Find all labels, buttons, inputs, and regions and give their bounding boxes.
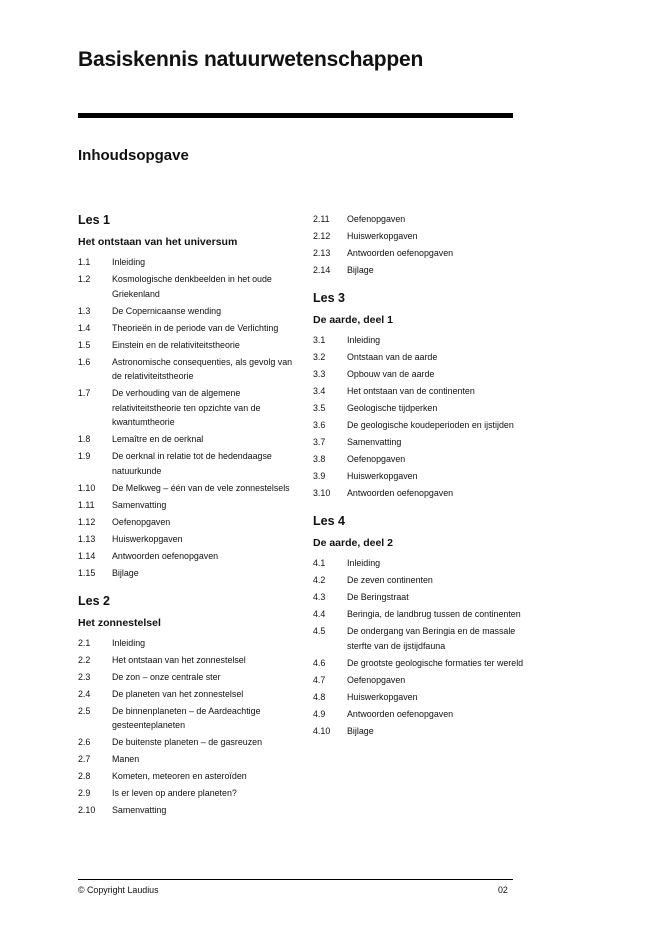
- toc-entry[interactable]: [313, 486, 533, 501]
- toc-entry-number: 3.10: [313, 488, 331, 498]
- toc-entry-label: De zon – onze centrale ster: [112, 671, 221, 682]
- toc-entry-label: Huiswerkopgaven: [347, 691, 418, 702]
- toc-column-left: [78, 212, 298, 820]
- toc-entry-label: Huiswerkopgaven: [347, 471, 418, 481]
- toc-entry[interactable]: [78, 803, 298, 818]
- toc-entry-label: De Beringstraat: [347, 592, 409, 602]
- toc-entry-number: 1.4: [78, 322, 91, 333]
- toc-entry-label: Oefenopgaven: [112, 516, 171, 527]
- toc-entry[interactable]: [313, 350, 533, 365]
- toc-entry-number: 2.11: [313, 214, 330, 224]
- toc-entry-label: Inleiding: [347, 558, 381, 568]
- footer-page-number: 02: [498, 885, 508, 895]
- toc-entry-number: 2.7: [78, 754, 91, 764]
- toc-entry-number: 2.2: [78, 654, 91, 665]
- toc-entry-number: 4.1: [313, 558, 326, 568]
- toc-entry[interactable]: [313, 435, 533, 450]
- toc-entry[interactable]: [78, 255, 298, 270]
- toc-entry-number: 2.5: [78, 705, 91, 716]
- toc-entry[interactable]: [78, 515, 298, 530]
- toc-entry[interactable]: [313, 401, 533, 416]
- toc-entry[interactable]: [313, 573, 533, 588]
- toc-entry-number: 3.3: [313, 369, 326, 379]
- toc-entry[interactable]: [313, 367, 533, 382]
- toc-entry-label: De ondergang van Beringia en de massale sterfte van de ijstijdfauna: [347, 626, 516, 651]
- toc-entry-number: 4.3: [313, 592, 326, 602]
- toc-entry-label: De zeven continenten: [347, 575, 433, 585]
- toc-entry-label: Is er leven op andere planeten?: [112, 788, 237, 798]
- toc-entry-number: 3.9: [313, 471, 326, 481]
- toc-entry-label: Samenvatting: [112, 499, 167, 510]
- toc-entry-number: 1.13: [78, 533, 96, 544]
- toc-entry-label: Antwoorden oefenopgaven: [347, 248, 454, 258]
- toc-entry[interactable]: [78, 752, 298, 767]
- toc-entry-label: Antwoorden oefenopgaven: [112, 550, 219, 561]
- toc-entry-label: Bijlage: [347, 265, 374, 275]
- toc-entry[interactable]: [78, 687, 298, 702]
- toc-entry-label: Inleiding: [112, 257, 146, 267]
- toc-entry-number: 2.6: [78, 737, 91, 747]
- toc-entry[interactable]: [313, 556, 533, 571]
- toc-entry-label: Kosmologische denkbeelden in het oude Griekenland: [112, 274, 272, 299]
- toc-entry-label: Bijlage: [112, 567, 139, 578]
- toc-entry-number: 4.7: [313, 674, 326, 685]
- toc-entry-label: De planeten van het zonnestelsel: [112, 688, 244, 699]
- toc-entry[interactable]: [313, 333, 533, 348]
- toc-entry-label: Antwoorden oefenopgaven: [347, 708, 454, 719]
- toc-entry-label: Inleiding: [112, 637, 146, 648]
- toc-entry[interactable]: [313, 656, 533, 671]
- document-title: Basiskennis natuurwetenschappen: [78, 48, 424, 71]
- toc-entry-number: 2.13: [313, 248, 331, 258]
- toc-entry-number: 2.12: [313, 231, 331, 241]
- toc-entry[interactable]: [78, 653, 298, 668]
- lesson-title: Het ontstaan van het universum: [78, 236, 238, 248]
- toc-entry-number: 3.8: [313, 454, 326, 464]
- lesson-title: De aarde, deel 2: [313, 537, 393, 549]
- toc-entry-label: De Copernicaanse wending: [112, 305, 222, 316]
- toc-entry-label: Samenvatting: [347, 437, 402, 447]
- toc-entry[interactable]: [78, 355, 298, 384]
- toc-entry[interactable]: [78, 432, 298, 447]
- toc-entry-label: Lemaître en de oerknal: [112, 434, 204, 444]
- toc-entry-number: 3.5: [313, 403, 326, 413]
- toc-entry-number: 2.14: [313, 265, 331, 275]
- toc-entry[interactable]: [78, 498, 298, 513]
- toc-entry[interactable]: [313, 212, 533, 227]
- toc-entry-label: Kometen, meteoren en asteroïden: [112, 771, 247, 781]
- toc-entry-label: Bijlage: [347, 725, 374, 736]
- toc-entry-number: 4.10: [313, 725, 331, 736]
- toc-entry-number: 3.2: [313, 352, 326, 362]
- lesson-title: De aarde, deel 1: [313, 314, 393, 326]
- toc-entry[interactable]: [78, 304, 298, 319]
- toc-entry[interactable]: [313, 707, 533, 722]
- toc-entry-number: 1.5: [78, 339, 91, 350]
- toc-entry[interactable]: [313, 673, 533, 688]
- toc-entry-number: 1.2: [78, 274, 91, 284]
- toc-entry[interactable]: [78, 670, 298, 685]
- footer-rule: [78, 879, 513, 880]
- toc-entry[interactable]: [78, 272, 298, 301]
- toc-entry-label: De verhouding van de algemene relativiteitstheorie ten opzichte van de kwantumtheorie: [112, 388, 261, 427]
- spacer: [313, 503, 533, 513]
- toc-heading: Inhoudsopgave: [78, 147, 189, 164]
- spacer: [78, 583, 298, 593]
- lesson-heading: Les 3: [313, 291, 345, 305]
- toc-entry[interactable]: [313, 246, 533, 261]
- toc-entry[interactable]: [78, 786, 298, 801]
- toc-entry-label: Einstein en de relativiteitstheorie: [112, 339, 240, 350]
- toc-entry[interactable]: [78, 338, 298, 353]
- toc-entry-label: De oerknal in relatie tot de hedendaagse natuurkunde: [112, 451, 272, 476]
- toc-entry-label: Huiswerkopgaven: [347, 231, 418, 241]
- toc-entry[interactable]: [313, 469, 533, 484]
- toc-entry-number: 1.6: [78, 356, 91, 367]
- toc-entry[interactable]: [313, 384, 533, 399]
- toc-entry-number: 4.2: [313, 575, 326, 585]
- toc-entry-label: Manen: [112, 754, 140, 764]
- spacer: [313, 280, 533, 290]
- toc-entry[interactable]: [313, 724, 533, 739]
- toc-entry-number: 4.6: [313, 657, 326, 668]
- toc-entry-number: 2.3: [78, 671, 91, 682]
- toc-entry-number: 1.12: [78, 516, 96, 527]
- lesson-heading: Les 4: [313, 514, 345, 528]
- toc-entry-number: 1.15: [78, 567, 96, 578]
- toc-entry[interactable]: [78, 636, 298, 651]
- toc-entry[interactable]: [313, 452, 533, 467]
- toc-entry[interactable]: [313, 624, 533, 653]
- toc-entry[interactable]: [78, 481, 298, 496]
- toc-entry-number: 2.8: [78, 771, 91, 781]
- toc-entry-label: Huiswerkopgaven: [112, 533, 183, 544]
- toc-entry-label: Antwoorden oefenopgaven: [347, 488, 454, 498]
- toc-entry-label: De geologische koudeperioden en ijstijden: [347, 420, 514, 430]
- toc-entry-number: 4.4: [313, 609, 326, 619]
- toc-entry[interactable]: [78, 532, 298, 547]
- toc-entry-label: Opbouw van de aarde: [347, 369, 435, 379]
- toc-entry-number: 2.1: [78, 637, 91, 648]
- toc-entry-number: 3.6: [313, 420, 326, 430]
- toc-entry-label: Astronomische consequenties, als gevolg van de relativiteitstheorie: [112, 356, 293, 381]
- toc-entry[interactable]: [313, 690, 533, 705]
- toc-entry-number: 1.1: [78, 257, 91, 267]
- toc-entry-label: Oefenopgaven: [347, 454, 406, 464]
- toc-entry-label: Samenvatting: [112, 805, 167, 815]
- toc-entry-number: 1.8: [78, 434, 91, 444]
- toc-entry-number: 4.5: [313, 626, 326, 636]
- toc-entry-label: De grootste geologische formaties ter wereld: [347, 657, 524, 668]
- toc-entry[interactable]: [78, 449, 298, 478]
- toc-entry-label: Ontstaan van de aarde: [347, 352, 438, 362]
- toc-entry-label: Oefenopgaven: [347, 674, 406, 685]
- toc-entry-number: 3.1: [313, 335, 326, 345]
- toc-entry[interactable]: [313, 263, 533, 278]
- toc-entry-number: 2.10: [78, 805, 96, 815]
- title-rule: [78, 113, 513, 118]
- footer-copyright: © Copyright Laudius: [78, 885, 159, 895]
- toc-entry-label: De Melkweg – één van de vele zonnestelsels: [112, 482, 290, 493]
- toc-entry[interactable]: [78, 321, 298, 336]
- toc-entry-number: 1.14: [78, 550, 96, 561]
- toc-entry-label: De binnenplaneten – de Aardeachtige gesteenteplaneten: [112, 705, 261, 730]
- toc-entry-number: 2.9: [78, 788, 91, 798]
- toc-entry-label: De buitenste planeten – de gasreuzen: [112, 737, 262, 747]
- toc-entry-label: Het ontstaan van het zonnestelsel: [112, 654, 246, 665]
- toc-entry-number: 1.9: [78, 451, 91, 461]
- toc-entry[interactable]: [313, 229, 533, 244]
- toc-entry-label: Beringia, de landbrug tussen de continenten: [347, 609, 521, 619]
- toc-entry-number: 1.7: [78, 388, 91, 398]
- toc-entry-number: 1.3: [78, 305, 91, 316]
- toc-entry-label: Geologische tijdperken: [347, 403, 438, 413]
- toc-entry-label: Inleiding: [347, 335, 381, 345]
- lesson-title: Het zonnestelsel: [78, 616, 161, 629]
- toc-entry-label: Theorieën in de periode van de Verlichting: [112, 322, 279, 333]
- toc-entry-number: 1.11: [78, 499, 95, 510]
- toc-column-right: [313, 212, 533, 741]
- toc-entry-number: 3.7: [313, 437, 326, 447]
- toc-entry-number: 1.10: [78, 482, 96, 493]
- toc-entry-label: Oefenopgaven: [347, 214, 406, 224]
- toc-entry-number: 4.9: [313, 708, 326, 719]
- toc-entry[interactable]: [78, 566, 298, 581]
- toc-entry[interactable]: [78, 769, 298, 784]
- toc-entry[interactable]: [313, 607, 533, 622]
- toc-entry[interactable]: [313, 590, 533, 605]
- toc-entry[interactable]: [78, 735, 298, 750]
- toc-entry[interactable]: [78, 549, 298, 564]
- toc-entry-number: 3.4: [313, 386, 326, 396]
- toc-entry-number: 2.4: [78, 688, 91, 699]
- toc-entry-number: 4.8: [313, 691, 326, 702]
- toc-entry[interactable]: [313, 418, 533, 433]
- toc-entry[interactable]: [78, 386, 298, 430]
- toc-entry[interactable]: [78, 704, 298, 733]
- lesson-heading: Les 1: [78, 213, 110, 227]
- toc-entry-label: Het ontstaan van de continenten: [347, 386, 475, 396]
- lesson-heading: Les 2: [78, 593, 110, 608]
